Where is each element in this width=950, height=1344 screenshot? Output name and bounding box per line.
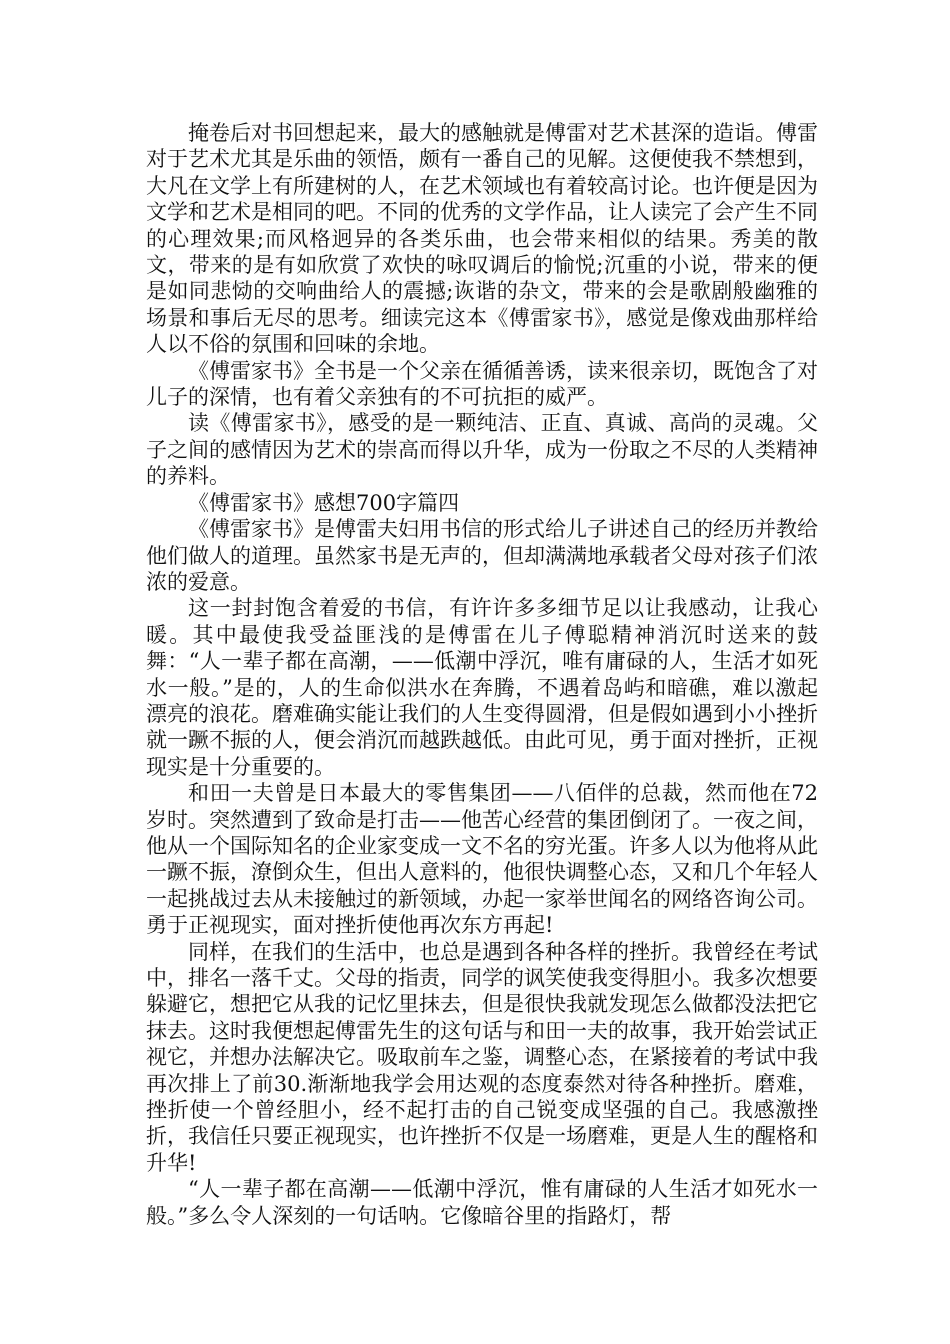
paragraph-personal-setback: 同样，在我们的生活中，也总是遇到各种各样的挫折。我曾经在考试中，排名一落千丈。父母的指责，同学的讽笑使我变得胆小。我多次想要躲避它，想把它从我的记忆里抹去，但是很快我就发现怎么做都没法把它抹去。这时我便想起傅雷先生的这句话与和田一夫的故事，我开始尝试正视它，并想办法解决它。吸取前车之鉴，调整心态，在紧接着的考试中我再次排上了前30.渐渐地我学会用达观的态度泰然对待各种挫折。磨难，挫折使一个曾经胆小，经不起打击的自己锐变成坚强的自己。我感激挫折，我信任只要正视现实，也许挫折不仅是一场磨难，更是人生的醒格和升华! <box>146 939 818 1175</box>
document-body <box>146 120 818 1229</box>
paragraph-quote: “人一辈子都在高潮——低潮中浮沉，惟有庸碌的人生活才如死水一般。”多么令人深刻的一句话呐。它像暗谷里的指路灯，帮 <box>146 1177 818 1228</box>
paragraph-art-reflection: 掩卷后对书回想起来，最大的感触就是傅雷对艺术甚深的造诣。傅雷对于艺术尤其是乐曲的领悟，颇有一番自己的见解。这便使我不禁想到，大凡在文学上有所建树的人，在艺术领域也有着较高讨论。也许便是因为文学和艺术是相同的吧。不同的优秀的文学作品，让人读完了会产生不同的心理效果;而风格迥异的各类乐曲，也会带来相似的结果。秀美的散文，带来的是有如欣赏了欢快的咏叹调后的愉悦;沉重的小说，带来的便是如同悲恸的交响曲给人的震撼;诙谐的杂文，带来的会是歌剧般幽雅的场景和事后无尽的思考。细读完这本《傅雷家书》，感觉是像戏曲那样给人以不俗的氛围和回味的余地。 <box>146 121 818 357</box>
paragraph-wada-story: 和田一夫曾是日本最大的零售集团——八佰伴的总裁，然而他在72岁时。突然遭到了致命是打击——他苦心经营的集团倒闭了。一夜之间，他从一个国际知名的企业家变成一文不名的穷光蛋。许多人以为他将从此一蹶不振，潦倒众生，但出人意料的，他很快调整心态，又和几个年轻人一起挑战过去从未接触过的新领域，办起一家举世闻名的网络咨询公司。勇于正视现实，面对挫折使他再次东方再起! <box>146 781 818 938</box>
paragraph-encouragement: 这一封封饱含着爱的书信，有许许多多细节足以让我感动，让我心暖。其中最使我受益匪浅的是傅雷在儿子傅聪精神消沉时送来的鼓舞：“人一辈子都在高潮，——低潮中浮沉，唯有庸碌的人，生活才如死水一般。”是的，人的生命似洪水在奔腾，不遇着岛屿和暗礁，难以激起漂亮的浪花。磨难确实能让我们的人生变得圆滑，但是假如遇到小小挫折就一蹶不振的人，便会消沉而越跌越低。由此可见，勇于面对挫折，正视现实是十分重要的。 <box>146 596 818 779</box>
paragraph-letters-intro: 《傅雷家书》是傅雷夫妇用书信的形式给儿子讲述自己的经历并教给他们做人的道理。虽然家书是无声的，但却满满地承载者父母对孩子们浓浓的爱意。 <box>146 517 818 594</box>
paragraph-pure-soul: 读《傅雷家书》，感受的是一颗纯洁、正直、真诚、高尚的灵魂。父子之间的感情因为艺术的崇高而得以升华，成为一份取之不尽的人类精神的养料。 <box>146 411 818 489</box>
paragraph-father-love: 《傅雷家书》全书是一个父亲在循循善诱，读来很亲切，既饱含了对儿子的深情，也有着父亲独有的不可抗拒的威严。 <box>146 358 818 410</box>
section-heading: 《傅雷家书》感想700字篇四 <box>188 490 460 515</box>
